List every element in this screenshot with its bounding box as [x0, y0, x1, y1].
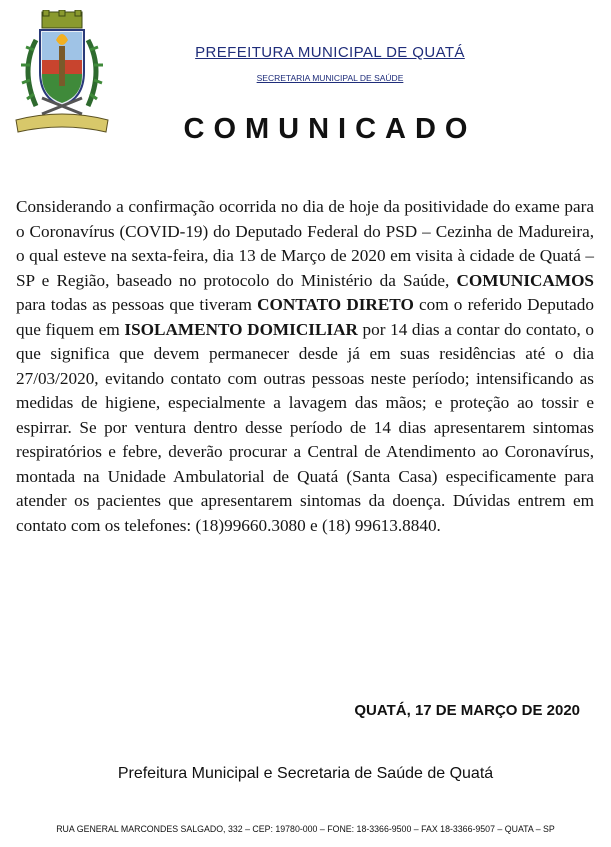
- body-text-part-3: com o referido Deputado que fiquem em: [16, 295, 594, 339]
- body-bold-comunicamos: COMUNICAMOS: [456, 270, 594, 290]
- footer-address: RUA GENERAL MARCONDES SALGADO, 332 – CEP: 19780-000 – FONE: 18-3366-9500 – FAX 18-3366-9507 – QUATA – SP: [56, 824, 555, 834]
- signature-line: Prefeitura Municipal e Secretaria de Saúde de Quatá: [117, 765, 494, 782]
- body-text-part-4: por 14 dias a contar do contato, o que significa que devem permanecer desde já em suas residências até o dia 27/03/2020, evitando contato com outras pessoas neste período; intensificando as medidas de higiene, especialmente a lavagem das mãos; e proteção ao tossir e espirrar. Se por ventura dentro desse período de 14 dias apresentarem sintomas respiratórios e febre, deverão procurar a Central de Atendimento ao Coronavírus, montada na Unidade Ambulatorial de Quatá (Santa Casa) especificamente para atender os pacientes que apresentarem sintomas da doença. Dúvidas entrem em contato com os telefones: (18)99660.3080 e (18) 99613.8840.: [16, 319, 594, 535]
- header-subtitle: SECRETARIA MUNICIPAL DE SAÚDE: [256, 73, 404, 83]
- date-line: QUATÁ, 17 DE MARÇO DE 2020: [354, 702, 580, 719]
- announcement-body: [16, 195, 594, 538]
- body-text-part-1: Considerando a confirmação ocorrida no dia de hoje da positividade do exame para o Coronavírus (COVID-19) do Deputado Federal do PSD – Cezinha de Madureira, o qual esteve na sexta-feira, dia 13 de Março de 2020 em visita à cidade de Quatá – SP e Região, baseado no protocolo do Ministério da Saúde,: [16, 197, 594, 290]
- body-bold-contato-direto: CONTATO DIRETO: [257, 295, 414, 314]
- municipal-seal-icon: [12, 10, 112, 136]
- header-title: PREFEITURA MUNICIPAL DE QUATÁ: [195, 44, 465, 61]
- body-bold-isolamento: ISOLAMENTO DOMICILIAR: [124, 319, 358, 339]
- document-heading: COMUNICADO: [183, 113, 477, 145]
- body-text-part-2: para todas as pessoas que tiveram: [16, 295, 258, 314]
